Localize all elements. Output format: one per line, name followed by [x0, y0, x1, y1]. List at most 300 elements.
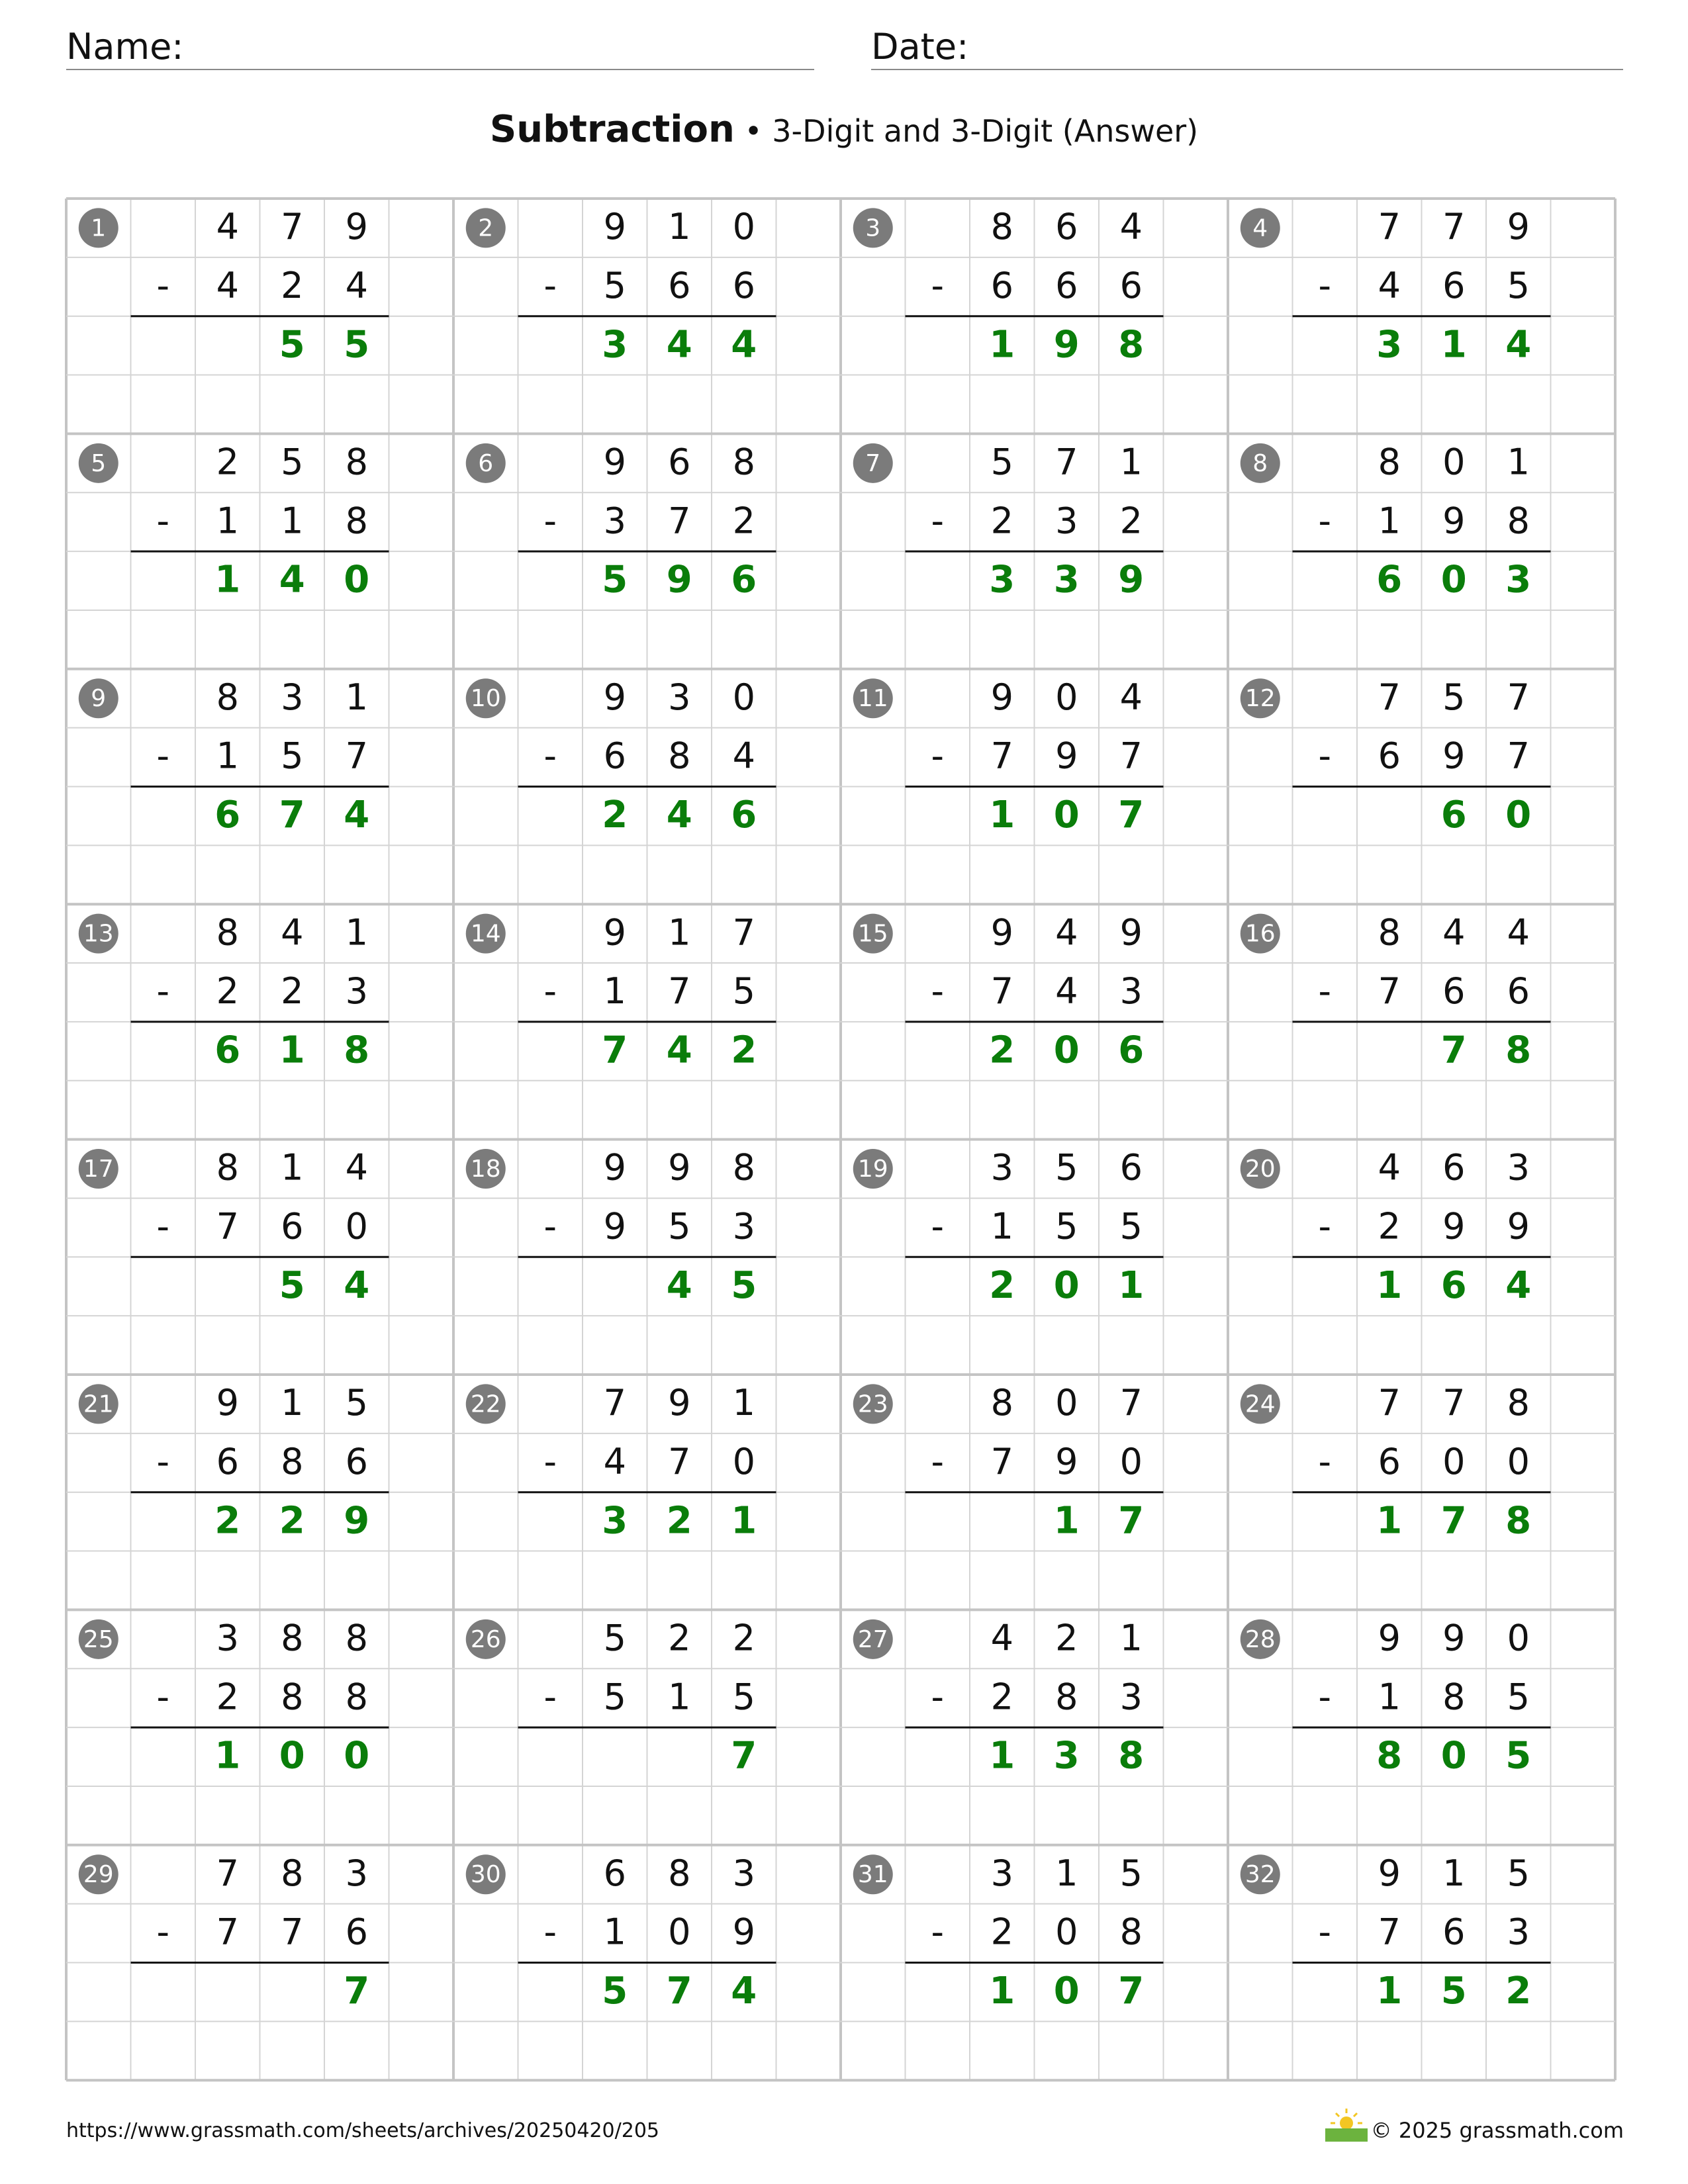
minus-sign: - — [1318, 735, 1331, 777]
minuend-digit: 9 — [1119, 911, 1143, 954]
minuend-digit: 4 — [281, 911, 304, 954]
minuend-digit: 1 — [345, 676, 368, 718]
subtrahend-digit: 5 — [668, 1205, 691, 1248]
minuend-digit: 6 — [1119, 1146, 1143, 1189]
subtrahend-digit: 0 — [1055, 1911, 1078, 1953]
minuend-digit: 9 — [216, 1382, 239, 1424]
minuend-digit: 9 — [603, 441, 626, 483]
minus-sign: - — [1318, 970, 1331, 1013]
answer-digit: 4 — [1505, 1263, 1532, 1307]
subtrahend-digit: 6 — [1442, 1911, 1466, 1953]
subtrahend-digit: 1 — [1378, 1676, 1401, 1718]
subtrahend-digit: 9 — [732, 1911, 755, 1953]
problem-number: 3 — [865, 214, 881, 242]
minuend-digit: 6 — [603, 1852, 626, 1894]
minuend-digit: 7 — [216, 1852, 239, 1894]
minuend-digit: 0 — [1442, 441, 1466, 483]
subtrahend-digit: 7 — [1378, 970, 1401, 1013]
subtrahend-digit: 4 — [1055, 970, 1078, 1013]
subtrahend-digit: 2 — [990, 1676, 1013, 1718]
subtrahend-digit: 7 — [216, 1911, 239, 1953]
minus-sign: - — [156, 1440, 169, 1482]
answer-digit: 5 — [279, 323, 305, 367]
minuend-digit: 9 — [1442, 1617, 1466, 1659]
answer-digit: 2 — [989, 1263, 1015, 1307]
answer-digit: 5 — [731, 1263, 757, 1307]
subtrahend-digit: 8 — [345, 500, 368, 542]
subtrahend-digit: 8 — [1119, 1911, 1143, 1953]
subtrahend-digit: 5 — [603, 264, 626, 306]
minuend-digit: 1 — [1119, 441, 1143, 483]
minuend-digit: 1 — [1507, 441, 1530, 483]
subtrahend-digit: 8 — [281, 1440, 304, 1482]
subtrahend-digit: 5 — [1507, 1676, 1530, 1718]
subtrahend-digit: 9 — [1442, 500, 1466, 542]
minus-sign: - — [1318, 1440, 1331, 1482]
subtrahend-digit: 3 — [1055, 500, 1078, 542]
answer-digit: 4 — [666, 1263, 692, 1307]
minuend-digit: 5 — [1442, 676, 1466, 718]
answer-digit: 3 — [989, 558, 1015, 602]
problem-number: 10 — [470, 685, 501, 713]
subtrahend-digit: 6 — [1378, 735, 1401, 777]
answer-digit: 3 — [602, 323, 628, 367]
answer-digit: 0 — [344, 558, 370, 602]
minus-sign: - — [931, 735, 944, 777]
subtrahend-digit: 6 — [668, 264, 691, 306]
minus-sign: - — [543, 1676, 557, 1718]
answer-digit: 8 — [1118, 1734, 1145, 1778]
minuend-digit: 8 — [281, 1852, 304, 1894]
subtrahend-digit: 1 — [216, 500, 239, 542]
subtrahend-digit: 6 — [1055, 264, 1078, 306]
subtrahend-digit: 3 — [1119, 1676, 1143, 1718]
minuend-digit: 8 — [281, 1617, 304, 1659]
subtrahend-digit: 5 — [1055, 1205, 1078, 1248]
minuend-digit: 7 — [1378, 1382, 1401, 1424]
subtrahend-digit: 3 — [603, 500, 626, 542]
subtrahend-digit: 5 — [603, 1676, 626, 1718]
answer-digit: 0 — [279, 1734, 305, 1778]
subtrahend-digit: 2 — [216, 970, 239, 1013]
subtrahend-digit: 2 — [1119, 500, 1143, 542]
minuend-digit: 7 — [1055, 441, 1078, 483]
problem-number: 13 — [83, 920, 114, 948]
minuend-digit: 4 — [1119, 206, 1143, 248]
minuend-digit: 1 — [345, 911, 368, 954]
minuend-digit: 7 — [281, 206, 304, 248]
answer-digit: 4 — [344, 1263, 370, 1307]
minuend-digit: 7 — [1378, 676, 1401, 718]
minus-sign: - — [1318, 500, 1331, 542]
answer-digit: 5 — [602, 1970, 628, 2013]
answer-digit: 5 — [279, 1263, 305, 1307]
answer-digit: 0 — [1440, 1734, 1467, 1778]
minuend-digit: 5 — [1055, 1146, 1078, 1189]
subtrahend-digit: 7 — [216, 1205, 239, 1248]
answer-digit: 1 — [989, 323, 1015, 367]
subtrahend-digit: 0 — [345, 1205, 368, 1248]
answer-digit: 2 — [731, 1028, 757, 1072]
minuend-digit: 1 — [1055, 1852, 1078, 1894]
subtrahend-digit: 4 — [603, 1440, 626, 1482]
minuend-digit: 7 — [603, 1382, 626, 1424]
minuend-digit: 8 — [668, 1852, 691, 1894]
answer-digit: 3 — [1053, 558, 1080, 602]
subtrahend-digit: 3 — [345, 970, 368, 1013]
answer-digit: 4 — [731, 1970, 757, 2013]
subtrahend-digit: 1 — [668, 1676, 691, 1718]
answer-digit: 6 — [214, 1028, 241, 1072]
answer-digit: 6 — [214, 794, 241, 837]
subtrahend-digit: 7 — [1119, 735, 1143, 777]
problem-number: 25 — [83, 1625, 114, 1653]
answer-digit: 8 — [1118, 323, 1145, 367]
answer-digit: 2 — [279, 1499, 305, 1543]
subtrahend-digit: 6 — [345, 1440, 368, 1482]
subtrahend-digit: 6 — [1378, 1440, 1401, 1482]
answer-digit: 1 — [214, 1734, 241, 1778]
minuend-digit: 0 — [732, 676, 755, 718]
answer-digit: 3 — [602, 1499, 628, 1543]
answer-digit: 7 — [666, 1970, 692, 2013]
answer-digit: 4 — [344, 794, 370, 837]
answer-digit: 0 — [1053, 1263, 1080, 1307]
minus-sign: - — [931, 264, 944, 306]
subtrahend-digit: 8 — [281, 1676, 304, 1718]
answer-digit: 7 — [1440, 1028, 1467, 1072]
subtrahend-digit: 9 — [1507, 1205, 1530, 1248]
subtrahend-digit: 7 — [1507, 735, 1530, 777]
problem-number: 26 — [470, 1625, 501, 1653]
answer-digit: 1 — [1376, 1970, 1403, 2013]
problem-number: 32 — [1244, 1861, 1276, 1889]
problem-number: 4 — [1252, 214, 1268, 242]
minuend-digit: 7 — [1442, 1382, 1466, 1424]
subtrahend-digit: 1 — [603, 970, 626, 1013]
minuend-digit: 1 — [1442, 1852, 1466, 1894]
answer-digit: 1 — [1118, 1263, 1145, 1307]
subtrahend-digit: 6 — [216, 1440, 239, 1482]
answer-digit: 0 — [1053, 1970, 1080, 2013]
minus-sign: - — [543, 500, 557, 542]
problem-number: 29 — [83, 1861, 114, 1889]
minus-sign: - — [543, 1205, 557, 1248]
minuend-digit: 0 — [1055, 1382, 1078, 1424]
minuend-digit: 0 — [1055, 676, 1078, 718]
subtrahend-digit: 7 — [281, 1911, 304, 1953]
subtrahend-digit: 6 — [1119, 264, 1143, 306]
answer-digit: 4 — [731, 323, 757, 367]
minuend-digit: 9 — [1507, 206, 1530, 248]
subtrahend-digit: 4 — [732, 735, 755, 777]
minuend-digit: 3 — [990, 1852, 1013, 1894]
minuend-digit: 4 — [1507, 911, 1530, 954]
minus-sign: - — [156, 264, 169, 306]
answer-digit: 5 — [1440, 1970, 1467, 2013]
minuend-digit: 8 — [990, 1382, 1013, 1424]
answer-digit: 4 — [1505, 323, 1532, 367]
minuend-digit: 4 — [1119, 676, 1143, 718]
answer-digit: 1 — [1440, 323, 1467, 367]
answer-digit: 2 — [602, 794, 628, 837]
answer-digit: 8 — [1505, 1028, 1532, 1072]
minuend-digit: 3 — [281, 676, 304, 718]
answer-digit: 7 — [1118, 1970, 1145, 2013]
problem-number: 30 — [470, 1861, 501, 1889]
problem-number: 6 — [478, 449, 494, 477]
minuend-digit: 2 — [668, 1617, 691, 1659]
minuend-digit: 2 — [216, 441, 239, 483]
minuend-digit: 5 — [281, 441, 304, 483]
minuend-digit: 8 — [216, 911, 239, 954]
answer-digit: 5 — [602, 558, 628, 602]
subtrahend-digit: 1 — [216, 735, 239, 777]
subtrahend-digit: 7 — [990, 1440, 1013, 1482]
subtrahend-digit: 4 — [1378, 264, 1401, 306]
problem-number: 28 — [1244, 1625, 1276, 1653]
problem-number: 24 — [1244, 1390, 1276, 1418]
problem-number: 17 — [83, 1156, 114, 1183]
minuend-digit: 8 — [345, 1617, 368, 1659]
minuend-digit: 3 — [216, 1617, 239, 1659]
answer-digit: 1 — [731, 1499, 757, 1543]
subtrahend-digit: 2 — [216, 1676, 239, 1718]
problem-number: 27 — [857, 1625, 888, 1653]
subtrahend-digit: 9 — [1442, 1205, 1466, 1248]
minus-sign: - — [543, 735, 557, 777]
answer-digit: 7 — [1118, 1499, 1145, 1543]
answer-digit: 1 — [1376, 1263, 1403, 1307]
problem-number: 16 — [1244, 920, 1276, 948]
subtrahend-digit: 0 — [1442, 1440, 1466, 1482]
subtrahend-digit: 2 — [1378, 1205, 1401, 1248]
answer-digit: 8 — [344, 1028, 370, 1072]
subtrahend-digit: 5 — [1507, 264, 1530, 306]
minus-sign: - — [931, 970, 944, 1013]
answer-digit: 4 — [279, 558, 305, 602]
minus-sign: - — [1318, 1911, 1331, 1953]
minuend-digit: 0 — [732, 206, 755, 248]
minus-sign: - — [931, 500, 944, 542]
minus-sign: - — [543, 264, 557, 306]
answer-digit: 5 — [1505, 1734, 1532, 1778]
subtrahend-digit: 7 — [345, 735, 368, 777]
answer-digit: 8 — [1376, 1734, 1403, 1778]
minuend-digit: 4 — [216, 206, 239, 248]
minuend-digit: 7 — [732, 911, 755, 954]
subtrahend-digit: 5 — [1119, 1205, 1143, 1248]
minuend-digit: 9 — [603, 911, 626, 954]
minus-sign: - — [1318, 264, 1331, 306]
problem-number: 18 — [470, 1156, 501, 1183]
subtrahend-digit: 8 — [1055, 1676, 1078, 1718]
subtrahend-digit: 5 — [281, 735, 304, 777]
problem-number: 15 — [857, 920, 888, 948]
answer-digit: 2 — [666, 1499, 692, 1543]
minus-sign: - — [543, 1911, 557, 1953]
subtrahend-digit: 1 — [281, 500, 304, 542]
minuend-digit: 9 — [603, 1146, 626, 1189]
minuend-digit: 7 — [1378, 206, 1401, 248]
minus-sign: - — [156, 1205, 169, 1248]
minuend-digit: 9 — [990, 911, 1013, 954]
minus-sign: - — [156, 500, 169, 542]
problem-number: 1 — [91, 214, 107, 242]
subtrahend-digit: 3 — [1507, 1911, 1530, 1953]
answer-digit: 1 — [989, 1734, 1015, 1778]
problem-number: 12 — [1244, 685, 1276, 713]
minuend-digit: 5 — [990, 441, 1013, 483]
name-label: Name: — [66, 26, 184, 68]
answer-digit: 3 — [1053, 1734, 1080, 1778]
minuend-digit: 4 — [1378, 1146, 1401, 1189]
answer-digit: 2 — [1505, 1970, 1532, 2013]
problem-number: 23 — [857, 1390, 888, 1418]
subtrahend-digit: 1 — [990, 1205, 1013, 1248]
minuend-digit: 9 — [1378, 1617, 1401, 1659]
minuend-digit: 3 — [1507, 1146, 1530, 1189]
subtrahend-digit: 4 — [345, 264, 368, 306]
minuend-digit: 8 — [216, 1146, 239, 1189]
subtrahend-digit: 6 — [345, 1911, 368, 1953]
problem-number: 21 — [83, 1390, 114, 1418]
subtrahend-digit: 2 — [990, 1911, 1013, 1953]
answer-digit: 1 — [214, 558, 241, 602]
minuend-digit: 2 — [732, 1617, 755, 1659]
answer-digit: 3 — [1376, 323, 1403, 367]
minuend-digit: 9 — [668, 1146, 691, 1189]
minus-sign: - — [543, 970, 557, 1013]
subtrahend-digit: 7 — [668, 500, 691, 542]
problem-number: 20 — [1244, 1156, 1276, 1183]
answer-digit: 1 — [1376, 1499, 1403, 1543]
subtrahend-digit: 8 — [668, 735, 691, 777]
minuend-digit: 3 — [990, 1146, 1013, 1189]
answer-digit: 7 — [1118, 794, 1145, 837]
minuend-digit: 9 — [603, 676, 626, 718]
minuend-digit: 8 — [345, 441, 368, 483]
minuend-digit: 8 — [990, 206, 1013, 248]
minuend-digit: 8 — [1507, 1382, 1530, 1424]
answer-digit: 0 — [344, 1734, 370, 1778]
subtrahend-digit: 7 — [990, 970, 1013, 1013]
minuend-digit: 8 — [732, 1146, 755, 1189]
answer-digit: 1 — [279, 1028, 305, 1072]
answer-digit: 2 — [214, 1499, 241, 1543]
minuend-digit: 3 — [345, 1852, 368, 1894]
footer-url: https://www.grassmath.com/sheets/archives/20250420/205 — [66, 2119, 660, 2142]
subtrahend-digit: 6 — [1442, 970, 1466, 1013]
answer-digit: 1 — [989, 1970, 1015, 2013]
answer-digit: 0 — [1505, 794, 1532, 837]
subtrahend-digit: 8 — [345, 1676, 368, 1718]
minuend-digit: 5 — [1119, 1852, 1143, 1894]
minuend-digit: 9 — [603, 206, 626, 248]
answer-digit: 0 — [1053, 794, 1080, 837]
minus-sign: - — [931, 1205, 944, 1248]
minuend-digit: 4 — [1055, 911, 1078, 954]
answer-digit: 6 — [1376, 558, 1403, 602]
subtrahend-digit: 9 — [1055, 1440, 1078, 1482]
subtrahend-digit: 1 — [1378, 500, 1401, 542]
minuend-digit: 3 — [668, 676, 691, 718]
answer-digit: 3 — [1505, 558, 1532, 602]
minuend-digit: 5 — [345, 1382, 368, 1424]
subtrahend-digit: 3 — [1119, 970, 1143, 1013]
answer-digit: 9 — [666, 558, 692, 602]
subtrahend-digit: 9 — [603, 1205, 626, 1248]
problem-number: 14 — [470, 920, 501, 948]
answer-digit: 9 — [1053, 323, 1080, 367]
problem-number: 2 — [478, 214, 494, 242]
subtrahend-digit: 0 — [732, 1440, 755, 1482]
subtrahend-digit: 4 — [216, 264, 239, 306]
answer-digit: 4 — [666, 323, 692, 367]
minuend-digit: 8 — [216, 676, 239, 718]
subtrahend-digit: 0 — [1119, 1440, 1143, 1482]
minuend-digit: 9 — [345, 206, 368, 248]
minuend-digit: 0 — [1507, 1617, 1530, 1659]
subtrahend-digit: 3 — [732, 1205, 755, 1248]
answer-digit: 0 — [1440, 558, 1467, 602]
subtrahend-digit: 7 — [1378, 1911, 1401, 1953]
problem-number: 5 — [91, 449, 107, 477]
minuend-digit: 2 — [1055, 1617, 1078, 1659]
answer-digit: 6 — [1440, 794, 1467, 837]
answer-digit: 8 — [1505, 1499, 1532, 1543]
answer-digit: 1 — [989, 794, 1015, 837]
minuend-digit: 4 — [345, 1146, 368, 1189]
answer-digit: 6 — [1118, 1028, 1145, 1072]
sun-over-grass-icon — [1323, 2105, 1370, 2144]
subtrahend-digit: 1 — [603, 1911, 626, 1953]
answer-digit: 7 — [1440, 1499, 1467, 1543]
subtrahend-digit: 7 — [990, 735, 1013, 777]
minuend-digit: 8 — [1378, 911, 1401, 954]
minuend-digit: 1 — [1119, 1617, 1143, 1659]
subtrahend-digit: 6 — [281, 1205, 304, 1248]
answer-digit: 0 — [1053, 1028, 1080, 1072]
answer-digit: 6 — [731, 558, 757, 602]
answer-digit: 7 — [279, 794, 305, 837]
answer-digit: 1 — [1053, 1499, 1080, 1543]
minuend-digit: 1 — [668, 206, 691, 248]
answer-digit: 9 — [344, 1499, 370, 1543]
date-label: Date: — [871, 26, 969, 68]
answer-digit: 7 — [344, 1970, 370, 2013]
minuend-digit: 1 — [281, 1146, 304, 1189]
subtrahend-digit: 0 — [1507, 1440, 1530, 1482]
minuend-digit: 1 — [732, 1382, 755, 1424]
minus-sign: - — [156, 735, 169, 777]
answer-digit: 6 — [731, 794, 757, 837]
minuend-digit: 5 — [603, 1617, 626, 1659]
minuend-digit: 8 — [732, 441, 755, 483]
subtrahend-digit: 2 — [281, 970, 304, 1013]
answer-digit: 7 — [602, 1028, 628, 1072]
answer-digit: 6 — [1440, 1263, 1467, 1307]
minuend-digit: 5 — [1507, 1852, 1530, 1894]
minus-sign: - — [931, 1911, 944, 1953]
subtrahend-digit: 6 — [732, 264, 755, 306]
subtrahend-digit: 7 — [668, 970, 691, 1013]
minuend-digit: 8 — [1378, 441, 1401, 483]
problem-number: 11 — [857, 685, 888, 713]
minuend-digit: 1 — [668, 911, 691, 954]
problem-number: 19 — [857, 1156, 888, 1183]
minuend-digit: 4 — [990, 1617, 1013, 1659]
